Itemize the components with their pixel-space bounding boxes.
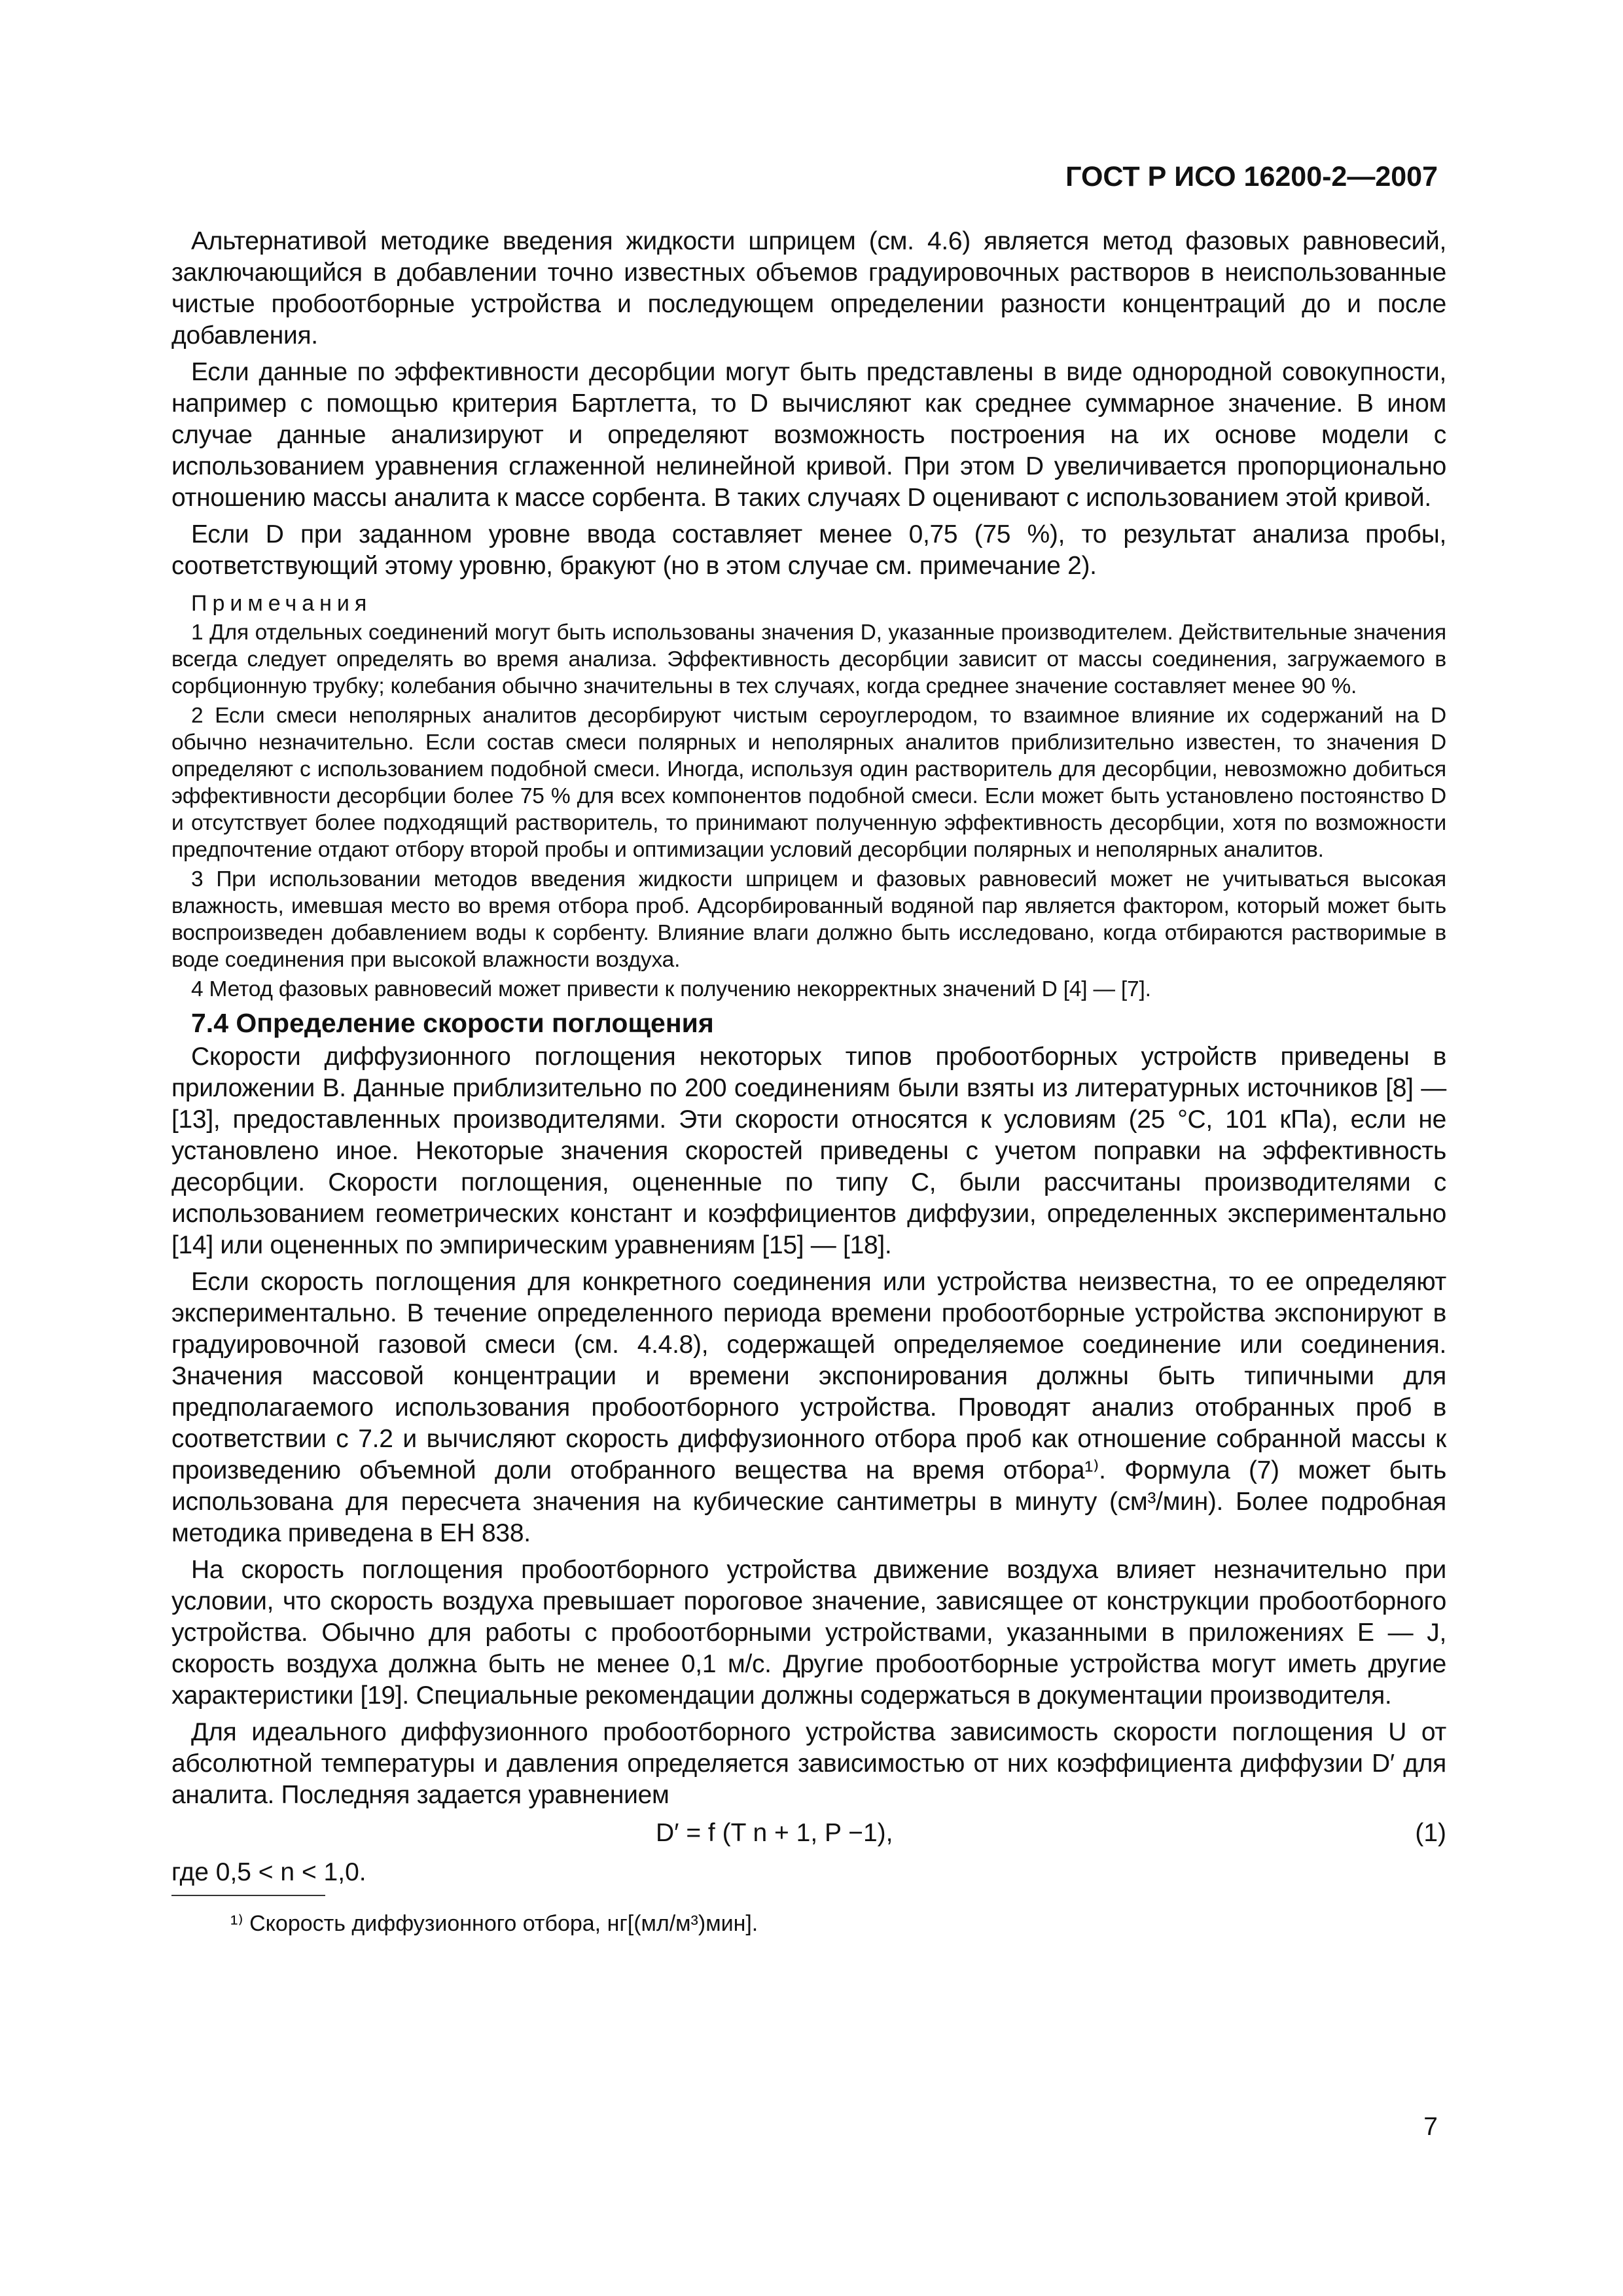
notes-title: Примечания (191, 591, 372, 616)
note-item: 4 Метод фазовых равновесий может привести к получению некорректных значений D [4] — [7]. (191, 977, 1151, 1001)
footnote-divider (171, 1895, 325, 1896)
document-header-code: ГОСТ Р ИСО 16200-2—2007 (1065, 161, 1438, 192)
where-clause: где 0,5 < n < 1,0. (171, 1858, 366, 1886)
section-title: 7.4 Определение скорости поглощения (191, 1008, 714, 1038)
paragraph: Если данные по эффективности десорбции могут быть представлены в виде однородной совокупности, например с помощью критерия Бартлетта, то D вычисляют как среднее суммарное значение. В ином случае данные анализируют и определяют возможность построения на их основе модели с использованием уравнения сглаженной нелинейной кривой. При этом D увеличивается пропорционально отношению массы аналита к массе сорбента. В таких случаях D оценивают с использованием этой кривой. (171, 358, 1446, 512)
paragraph: На скорость поглощения пробоотборного устройства движение воздуха влияет незначительно при условии, что скорость воздуха превышает пороговое значение, зависящее от конструкции пробоотборного устройства. Обычно для работы с пробоотборными устройствами, указанными в приложениях Е — J, скорость воздуха должна быть не менее 0,1 м/с. Другие пробоотборные устройства могут иметь другие характеристики [19]. Специальные рекомендации должны содержаться в документации производителя. (171, 1556, 1446, 1710)
paragraph: Для идеального диффузионного пробоотборного устройства зависимость скорости поглощения U от абсолютной температуры и давления определяется зависимостью от них коэффициента диффузии D′ для аналита. Последняя задается уравнением (171, 1718, 1446, 1809)
paragraph: Если D при заданном уровне ввода составляет менее 0,75 (75 %), то результат анализа пробы, соответствующий этому уровню, бракуют (но в этом случае см. примечание 2). (171, 520, 1446, 580)
note-item: 1 Для отдельных соединений могут быть использованы значения D, указанные производителем. Действительные значения всегда следует определять во время анализа. Эффективность десорбции зависит от массы соединения, загружаемого в сорбционную трубку; колебания обычно значительны в тех случаях, когда среднее значение составляет менее 90 %. (171, 620, 1446, 698)
formula-row (171, 1816, 1446, 1854)
document-body (171, 226, 1446, 1937)
page-number: 7 (1423, 2113, 1438, 2141)
note-item: 3 При использовании методов введения жидкости шприцем и фазовых равновесий может не учитываться высокая влажность, имевшая место во время отбора проб. Адсорбированный водяной пар является фактором, который может быть воспроизведен добавлением воды к сорбенту. Влияние влаги должно быть исследовано, когда отбираются растворимые в воде соединения при высокой влажности воздуха. (171, 867, 1446, 972)
paragraph: Скорости диффузионного поглощения некоторых типов пробоотборных устройств приведены в приложении В. Данные приблизительно по 200 соединениям были взяты из литературных источников [8] — [13], предоставленных производителями. Эти скорости относятся к условиям (25 °С, 101 кПа), если не установлено иное. Некоторые значения скоростей приведены с учетом поправки на эффективность десорбции. Скорости поглощения, оцененные по типу С, были рассчитаны производителями с использованием геометрических констант и коэффициентов диффузии, определенных экспериментально [14] или оцененных по эмпирическим уравнениям [15] — [18]. (171, 1043, 1446, 1259)
formula-number: (1) (1415, 1819, 1446, 1847)
paragraph: Если скорость поглощения для конкретного соединения или устройства неизвестна, то ее определяют экспериментально. В течение определенного периода времени пробоотборные устройства экспонируют в градуировочной газовой смеси (см. 4.4.8), содержащей определяемое соединение или соединения. Значения массовой концентрации и времени экспонирования должны быть типичными для предполагаемого использования пробоотборного устройства. Проводят анализ отобранных проб в соответствии с 7.2 и вычисляют скорость диффузионного отбора проб как отношение собранной массы к произведению объемной доли отобранного вещества на время отбора¹⁾. Формула (7) может быть использована для пересчета значения на кубические сантиметры в минуту (см³/мин). Более подробная методика приведена в ЕН 838. (171, 1268, 1446, 1547)
footnote: ¹⁾ Скорость диффузионного отбора, нг[(мл/м³)мин]. (230, 1911, 758, 1936)
paragraph: Альтернативой методике введения жидкости шприцем (см. 4.6) является метод фазовых равновесий, заключающийся в добавлении точно известных объемов градуировочных растворов в неиспользованные чистые пробоотборные устройства и последующем определении разности концентраций до и после добавления. (171, 227, 1446, 350)
formula: D′ = f (T n + 1, P −1), (656, 1819, 893, 1847)
note-item: 2 Если смеси неполярных аналитов десорбируют чистым сероуглеродом, то взаимное влияние их содержаний на D обычно незначительно. Если состав смеси полярных и неполярных аналитов приблизительно известен, то значения D определяют с использованием подобной смеси. Иногда, используя один растворитель для десорбции, невозможно добиться эффективности десорбции более 75 % для всех компонентов подобной смеси. Если может быть установлено постоянство D и отсутствует более подходящий растворитель, то принимают полученную эффективность десорбции, хотя по возможности предпочтение отдают отбору второй пробы и оптимизации условий десорбции полярных и неполярных аналитов. (171, 704, 1446, 862)
